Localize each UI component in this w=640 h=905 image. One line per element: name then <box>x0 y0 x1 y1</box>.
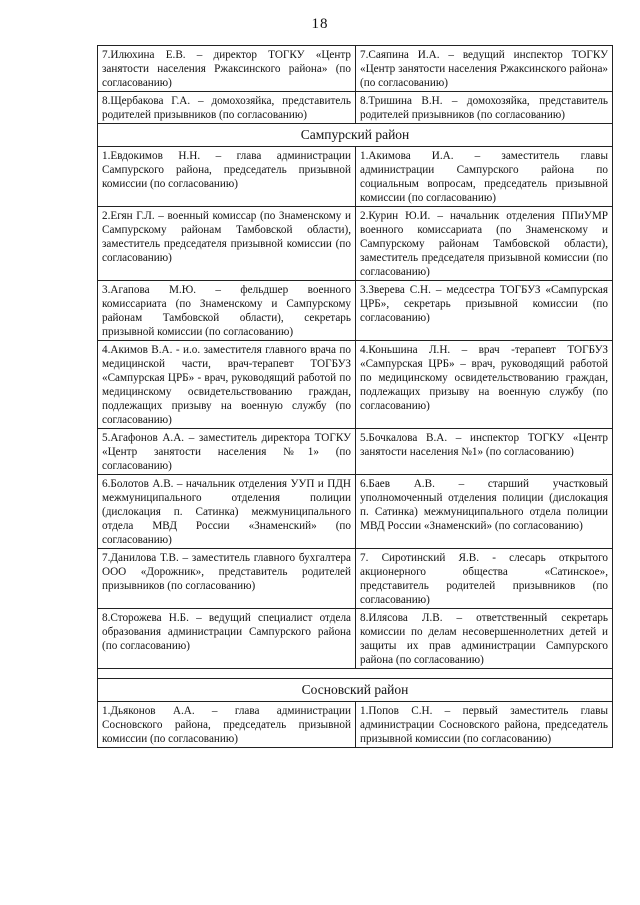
alternate-member-cell: 1.Попов С.Н. – первый заместитель главы администрации Сосновского района, председатель призывной комиссии (по согласованию) <box>356 702 613 748</box>
table-row <box>98 92 613 124</box>
alternate-member-cell: 2.Курин Ю.И. – начальник отделения ППиУМР военного комиссариата (по Знаменскому и Сампурскому районам Тамбовской области), заместитель председателя призывной комиссии (по согласованию) <box>356 207 613 281</box>
member-cell: 7.Данилова Т.В. – заместитель главного бухгалтера ООО «Дорожник», представитель родителей призывников (по согласованию) <box>98 549 356 609</box>
alternate-member-cell: 6.Баев А.В. – старший участковый уполномоченный отделения полиции (дислокация п. Сатинка) межмуниципального отдела полиции МВД России «Знаменский» (по согласованию) <box>356 475 613 549</box>
alternate-member-cell: 3.Зверева С.Н. – медсестра ТОГБУЗ «Сампурская ЦРБ», секретарь призывной комиссии (по согласованию) <box>356 281 613 341</box>
alternate-member-cell: 8.Илясова Л.В. – ответственный секретарь комиссии по делам несовершеннолетних детей и защиты их прав администрации Сампурского района (по согласованию) <box>356 609 613 669</box>
table-row <box>98 281 613 341</box>
page-number: 18 <box>311 16 329 32</box>
member-cell: 7.Илюхина Е.В. – директор ТОГКУ «Центр занятости населения Ржаксинского района» (по согласованию) <box>98 46 356 92</box>
member-cell: 1.Дьяконов А.А. – глава администрации Сосновского района, председатель призывной комиссии (по согласованию) <box>98 702 356 748</box>
table-row <box>98 341 613 429</box>
alternate-member-cell: 1.Акимова И.А. – заместитель главы администрации Сампурского района по социальным вопросам, председатель призывной комиссии (по согласованию) <box>356 147 613 207</box>
table-row <box>98 609 613 669</box>
table-row <box>98 475 613 549</box>
table-row <box>98 46 613 92</box>
alternate-member-cell: 8.Тришина В.Н. – домохозяйка, представитель родителей призывников (по согласованию) <box>356 92 613 124</box>
member-cell: 5.Агафонов А.А. – заместитель директора ТОГКУ «Центр занятости населения №1» (по согласованию) <box>98 429 356 475</box>
commission-table <box>97 45 613 748</box>
member-cell: 2.Егян Г.Л. – военный комиссар (по Знаменскому и Сампурскому районам Тамбовской области), заместитель председателя призывной комиссии (по согласованию) <box>98 207 356 281</box>
alternate-member-cell: 7.Саяпина И.А. – ведущий инспектор ТОГКУ «Центр занятости населения Ржаксинского района» (по согласованию) <box>356 46 613 92</box>
alternate-member-cell: 4.Коньшина Л.Н. – врач -терапевт ТОГБУЗ «Сампурская ЦРБ» – врач, руководящий работой по медицинскому освидетельствованию граждан, подлежащих призыву на военную службу (по согласованию) <box>356 341 613 429</box>
table-row <box>98 147 613 207</box>
table-row <box>98 702 613 748</box>
alternate-member-cell: 5.Бочкалова В.А. – инспектор ТОГКУ «Центр занятости населения №1» (по согласованию) <box>356 429 613 475</box>
member-cell: 4.Акимов В.А. - и.о. заместителя главного врача по медицинской части, врач-терапевт ТОГБУЗ «Сампурская ЦРБ» - врач, руководящий работой по медицинскому освидетельствованию граждан, подлежащих призыву на военную службу (по согласованию) <box>98 341 356 429</box>
member-cell: 3.Агапова М.Ю. – фельдшер военного комиссариата (по Знаменскому и Сампурскому районам Тамбовской области), секретарь призывной комиссии (по согласованию) <box>98 281 356 341</box>
section-title: Сампурский район <box>98 124 613 147</box>
table-row <box>98 207 613 281</box>
member-cell: 8.Щербакова Г.А. – домохозяйка, представитель родителей призывников (по согласованию) <box>98 92 356 124</box>
table-spacer <box>98 669 613 679</box>
member-cell: 1.Евдокимов Н.Н. – глава администрации Сампурского района, председатель призывной комиссии (по согласованию) <box>98 147 356 207</box>
section-title: Сосновский район <box>98 679 613 702</box>
member-cell: 8.Сторожева Н.Б. – ведущий специалист отдела образования администрации Сампурского района (по согласованию) <box>98 609 356 669</box>
member-cell: 6.Болотов А.В. – начальник отделения УУП и ПДН межмуниципального отделения полиции (дислокация п. Сатинка) межмуниципального отдела МВД России «Знаменский» (по согласованию) <box>98 475 356 549</box>
alternate-member-cell: 7. Сиротинский Я.В. - слесарь открытого акционерного общества «Сатинское», представитель родителей призывников (по согласованию) <box>356 549 613 609</box>
table-row <box>98 429 613 475</box>
table-row <box>98 549 613 609</box>
